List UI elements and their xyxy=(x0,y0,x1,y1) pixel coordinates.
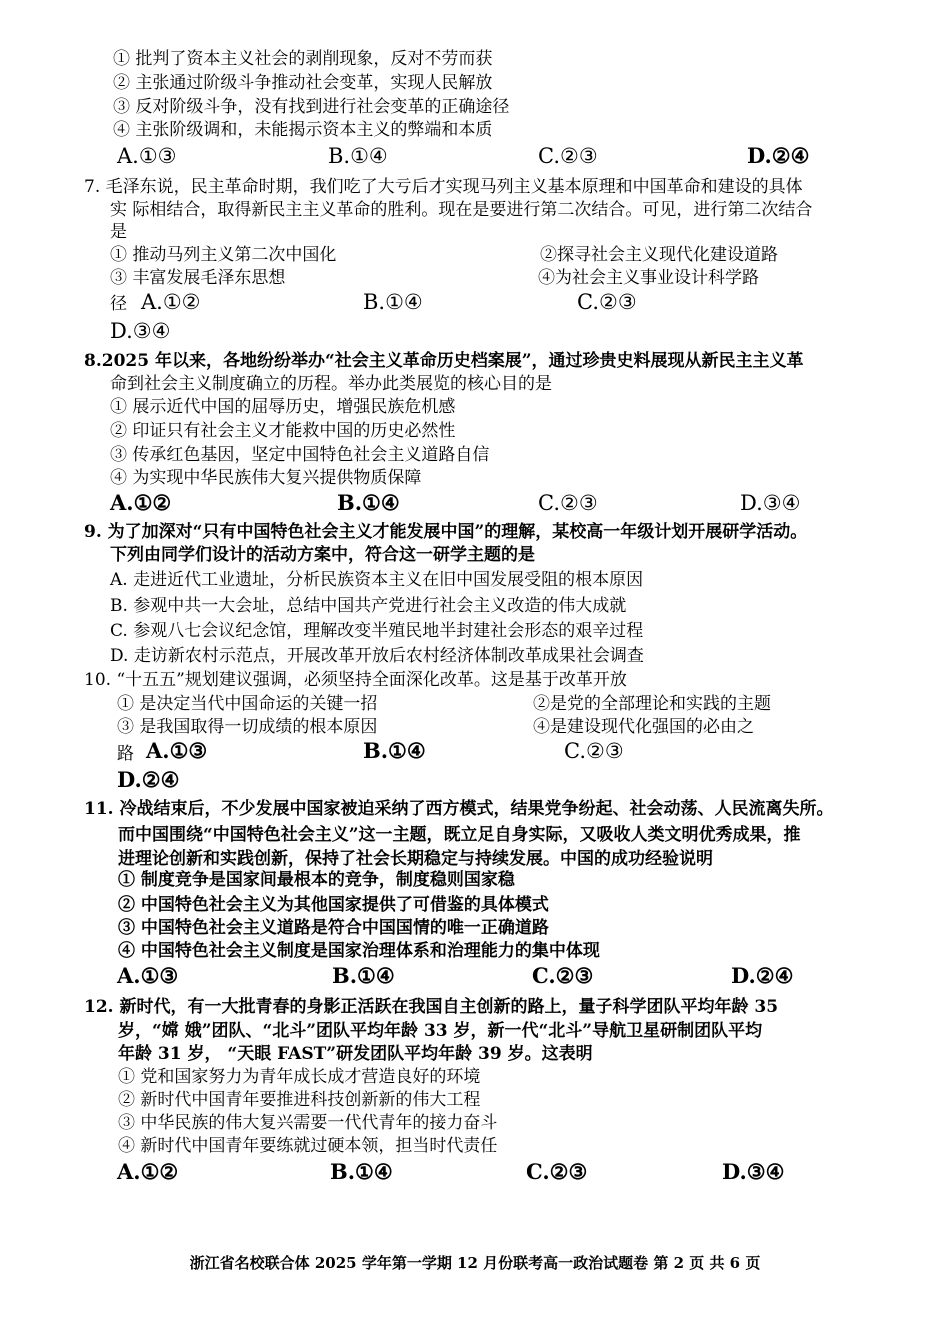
q8-item-3: ③ 传承红色基因，坚定中国特色社会主义道路自信 xyxy=(110,445,490,465)
q6-option-b[interactable]: B.①④ xyxy=(328,144,388,168)
q10-option-a[interactable]: A.①③ xyxy=(146,738,208,763)
q6-item-4: ④ 主张阶级调和，未能揭示资本主义的弊端和本质 xyxy=(113,120,493,140)
q8-item-1: ① 展示近代中国的屈辱历史，增强民族危机感 xyxy=(110,397,456,417)
q8-option-d[interactable]: D.③④ xyxy=(740,491,801,515)
q11-item-1: ① 制度竞争是国家间最根本的竞争，制度稳则国家稳 xyxy=(118,870,515,890)
q7-option-d[interactable]: D.③④ xyxy=(110,319,171,343)
q7-item-4-tail: 径 xyxy=(110,294,127,314)
q7-item-4: ④为社会主义事业设计科学路 xyxy=(538,268,759,288)
page-footer: 浙江省名校联合体 2025 学年第一学期 12 月份联考高一政治试题卷 第 2 页 共 6 页 xyxy=(189,1254,761,1272)
q8-item-4: ④ 为实现中华民族伟大复兴提供物质保障 xyxy=(110,468,422,488)
q12-stem-1: 12. 新时代，有一大批青春的身影正活跃在我国自主创新的路上，量子科学团队平均年龄 35 xyxy=(84,997,779,1017)
q6-item-1: ① 批判了资本主义社会的剥削现象，反对不劳而获 xyxy=(113,49,493,69)
q10-item-4: ④是建设现代化强国的必由之 xyxy=(533,717,754,737)
q8-stem-1: 8.2025 年以来，各地纷纷举办“社会主义革命历史档案展”，通过珍贵史料展现从新民主主义革 xyxy=(84,351,804,371)
q10-option-c[interactable]: C.②③ xyxy=(564,739,624,763)
q6-option-a[interactable]: A.①③ xyxy=(117,144,177,168)
q9-option-c[interactable]: C. 参观八七会议纪念馆，理解改变半殖民地半封建社会形态的艰辛过程 xyxy=(110,621,644,641)
q12-item-1: ① 党和国家努力为青年成长成才营造良好的环境 xyxy=(118,1067,481,1087)
q8-stem-2: 命到社会主义制度确立的历程。举办此类展览的核心目的是 xyxy=(110,374,552,394)
q12-stem-2: 岁，“嫦 娥”团队、“北斗”团队平均年龄 33 岁，新一代“北斗”导航卫星研制团队平均 xyxy=(118,1021,763,1041)
q6-option-d[interactable]: D.②④ xyxy=(747,143,810,168)
q10-item-2: ②是党的全部理论和实践的主题 xyxy=(533,694,771,714)
q7-stem-2: 实 际相结合，取得新民主主义革命的胜利。现在是要进行第二次结合。可见，进行第二次结合 xyxy=(110,200,813,220)
q8-option-b[interactable]: B.①④ xyxy=(337,490,400,515)
q11-item-4: ④ 中国特色社会主义制度是国家治理体系和治理能力的集中体现 xyxy=(118,941,600,961)
q7-item-1: ① 推动马列主义第二次中国化 xyxy=(110,245,337,265)
q6-item-3: ③ 反对阶级斗争，没有找到进行社会变革的正确途径 xyxy=(113,97,510,117)
q6-item-2: ② 主张通过阶级斗争推动社会变革，实现人民解放 xyxy=(113,73,493,93)
q10-item-3: ③ 是我国取得一切成绩的根本原因 xyxy=(117,717,378,737)
q12-option-a[interactable]: A.①② xyxy=(117,1159,179,1184)
q7-item-2: ②探寻社会主义现代化建设道路 xyxy=(540,245,778,265)
q10-stem: 10. “十五五”规划建议强调，必须坚持全面深化改革。这是基于改革开放 xyxy=(84,670,627,690)
q11-stem-2: 而中国围绕“中国特色社会主义”这一主题，既立足自身实际，又吸收人类文明优秀成果，推 xyxy=(118,825,801,845)
q7-stem-1: 7. 毛泽东说，民主革命时期，我们吃了大亏后才实现马列主义基本原理和中国革命和建设的具体 xyxy=(84,177,803,197)
q12-option-d[interactable]: D.③④ xyxy=(722,1159,785,1184)
q12-item-3: ③ 中华民族的伟大复兴需要一代代青年的接力奋斗 xyxy=(118,1113,498,1133)
q11-option-c[interactable]: C.②③ xyxy=(532,963,594,988)
q7-option-b[interactable]: B.①④ xyxy=(363,290,423,314)
q12-option-b[interactable]: B.①④ xyxy=(330,1159,393,1184)
q11-stem-3: 进理论创新和实践创新，保持了社会长期稳定与持续发展。中国的成功经验说明 xyxy=(118,849,713,869)
q11-stem-1: 11. 冷战结束后，不少发展中国家被迫采纳了西方模式，结果党争纷起、社会动荡、人民流离失所。 xyxy=(84,799,834,819)
q12-item-4: ④ 新时代中国青年要练就过硬本领，担当时代责任 xyxy=(118,1136,498,1156)
q10-option-d[interactable]: D.②④ xyxy=(117,767,180,792)
q7-option-c[interactable]: C.②③ xyxy=(577,290,637,314)
q7-stem-3: 是 xyxy=(110,222,127,242)
q10-item-1: ① 是决定当代中国命运的关键一招 xyxy=(117,694,378,714)
q12-item-2: ② 新时代中国青年要推进科技创新新的伟大工程 xyxy=(118,1090,481,1110)
q10-option-b[interactable]: B.①④ xyxy=(363,738,426,763)
q9-stem-1: 9. 为了加深对“只有中国特色社会主义才能发展中国”的理解，某校高一年级计划开展研学活动。 xyxy=(84,522,808,542)
q12-stem-3: 年龄 31 岁， “天眼 FAST”研发团队平均年龄 39 岁。这表明 xyxy=(118,1044,593,1064)
q8-option-a[interactable]: A.①② xyxy=(110,490,172,515)
q11-item-3: ③ 中国特色社会主义道路是符合中国国情的唯一正确道路 xyxy=(118,918,549,938)
q8-option-c[interactable]: C.②③ xyxy=(538,491,598,515)
q8-item-2: ② 印证只有社会主义才能救中国的历史必然性 xyxy=(110,421,456,441)
q9-option-b[interactable]: B. 参观中共一大会址，总结中国共产党进行社会主义改造的伟大成就 xyxy=(110,596,627,616)
q11-option-b[interactable]: B.①④ xyxy=(332,963,395,988)
q11-option-a[interactable]: A.①③ xyxy=(117,963,179,988)
q9-stem-2: 下列由同学们设计的活动方案中，符合这一研学主题的是 xyxy=(110,545,535,565)
q7-item-3: ③ 丰富发展毛泽东思想 xyxy=(110,268,286,288)
q12-option-c[interactable]: C.②③ xyxy=(526,1159,588,1184)
q6-option-c[interactable]: C.②③ xyxy=(538,144,598,168)
q9-option-d[interactable]: D. 走访新农村示范点，开展改革开放后农村经济体制改革成果社会调查 xyxy=(110,646,644,666)
q10-item-4-tail: 路 xyxy=(117,744,134,764)
q7-option-a[interactable]: A.①② xyxy=(141,290,201,314)
q9-option-a[interactable]: A. 走进近代工业遗址，分析民族资本主义在旧中国发展受阻的根本原因 xyxy=(110,570,644,590)
q11-item-2: ② 中国特色社会主义为其他国家提供了可借鉴的具体模式 xyxy=(118,895,549,915)
q11-option-d[interactable]: D.②④ xyxy=(731,963,794,988)
